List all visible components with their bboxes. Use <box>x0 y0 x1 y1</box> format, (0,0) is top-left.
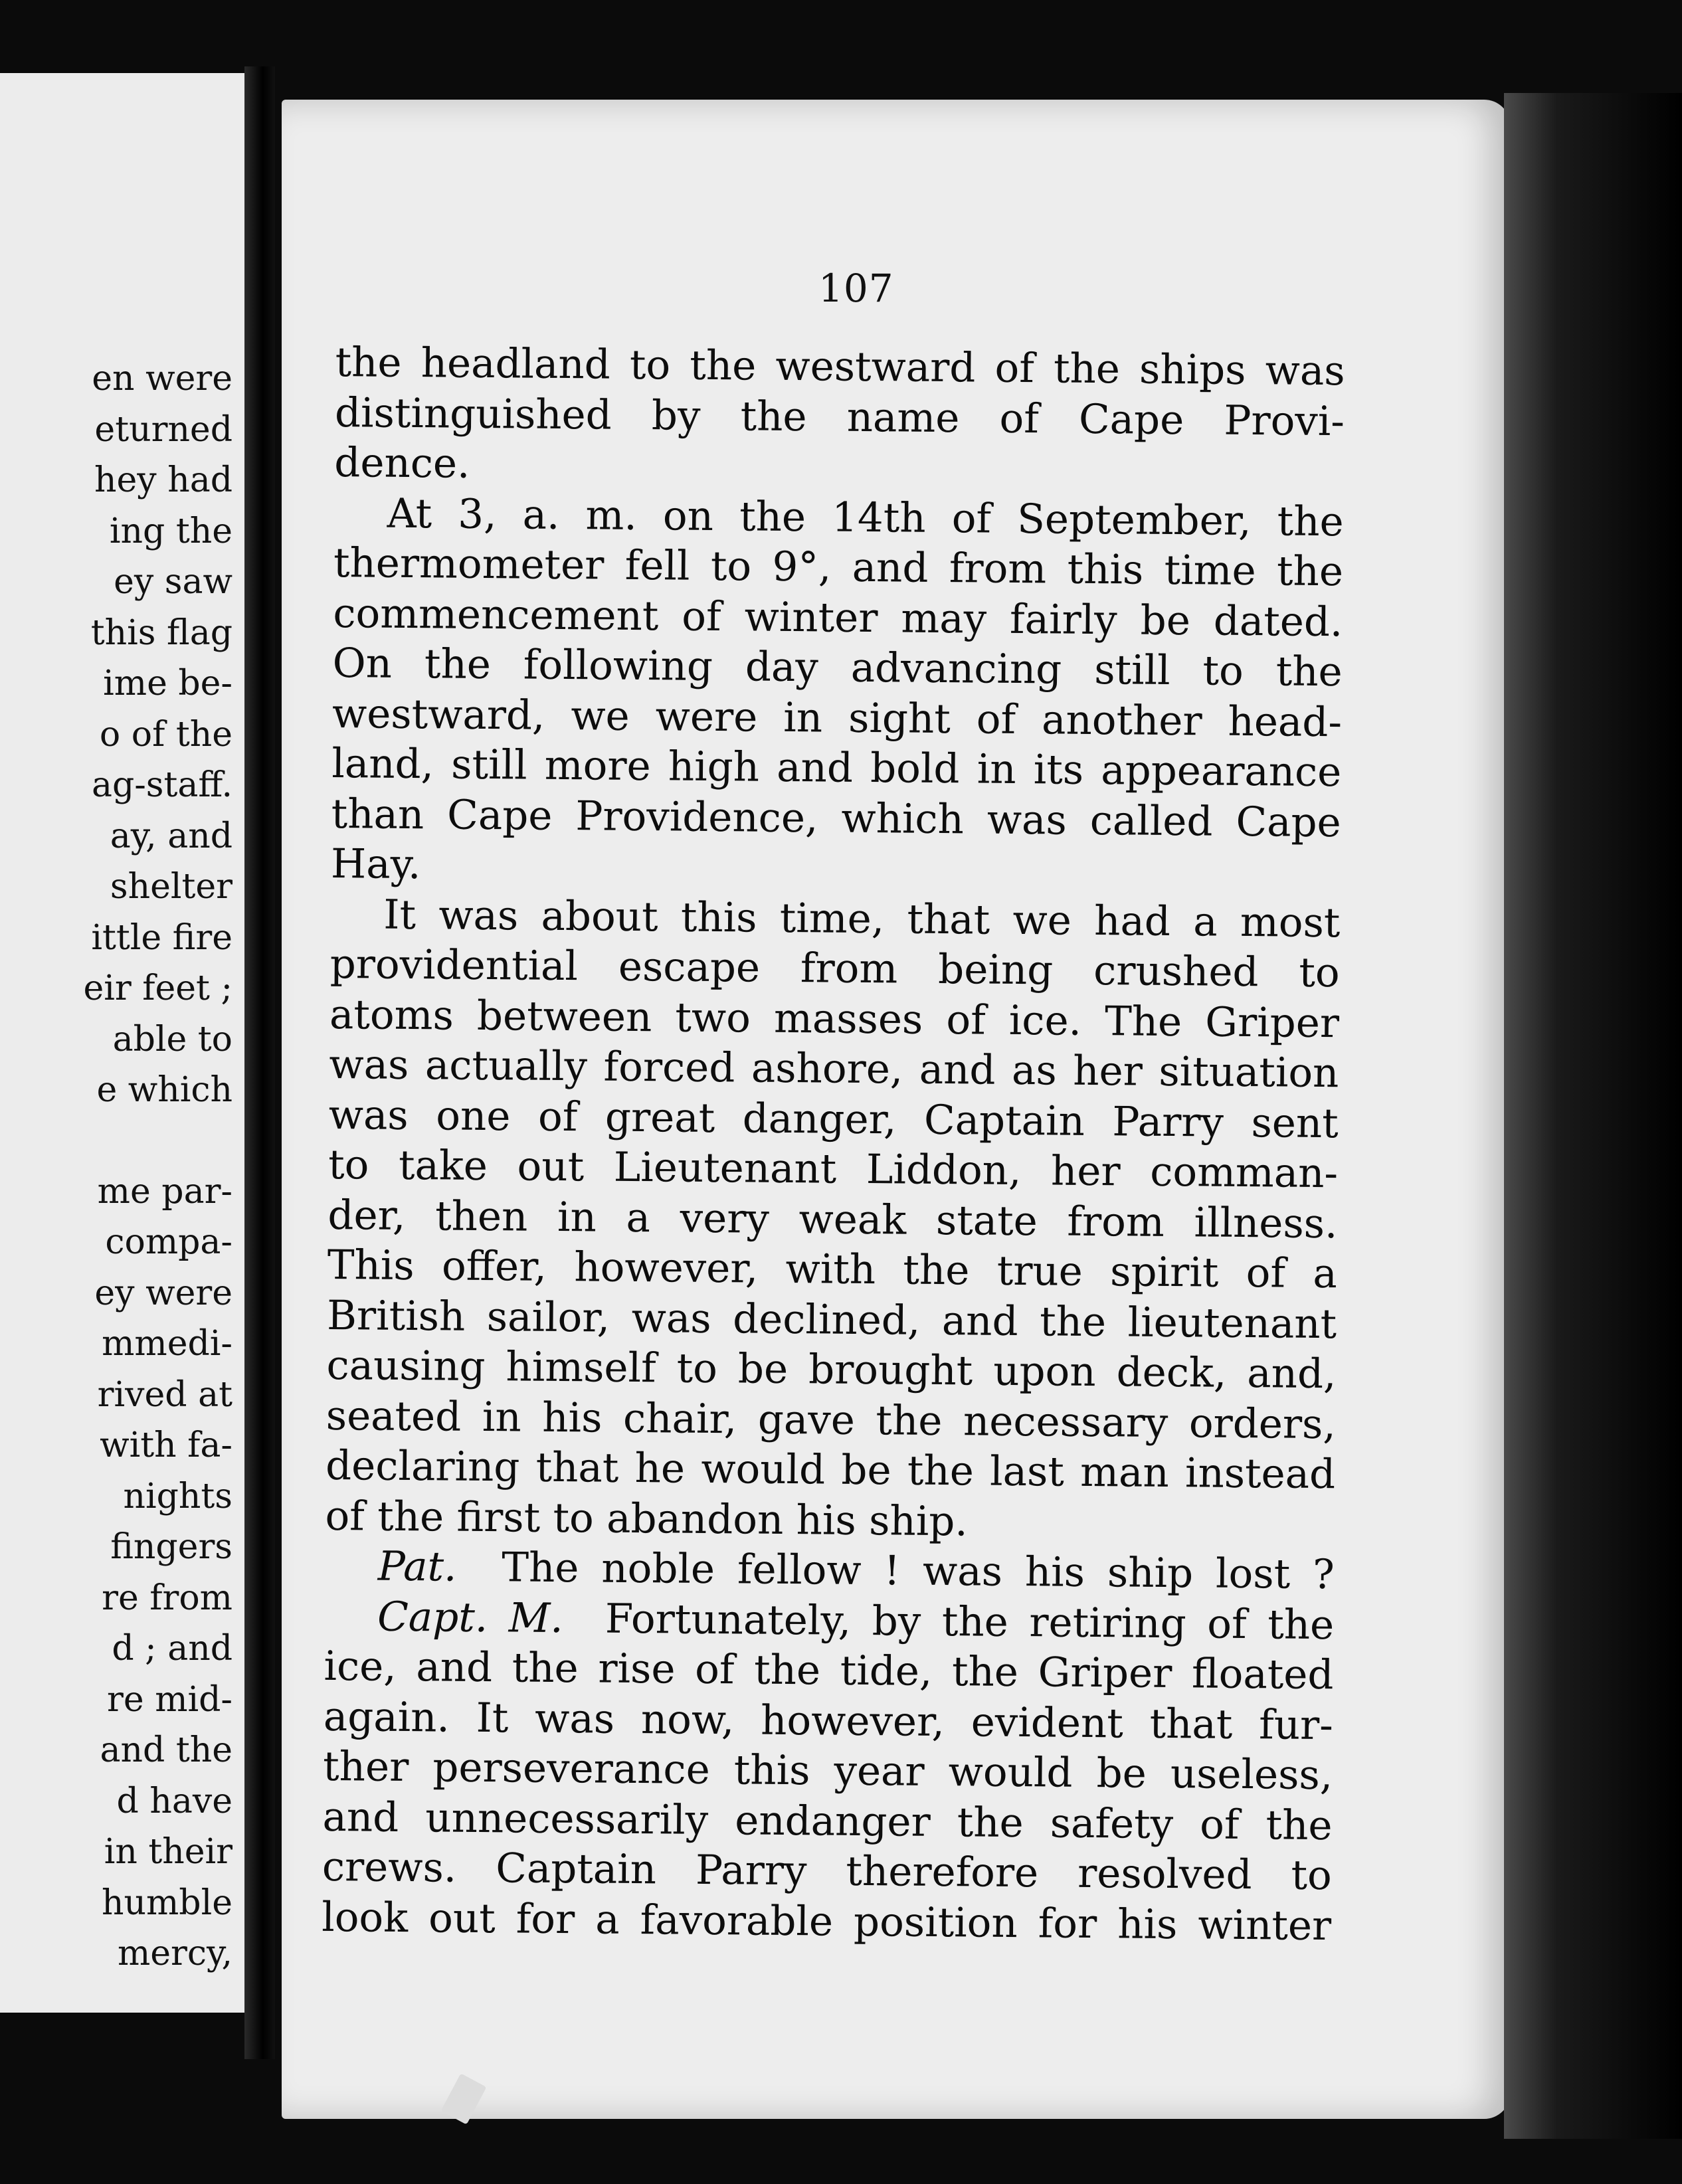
left-line: eturned <box>94 409 233 450</box>
left-line: mercy, <box>117 1934 233 1973</box>
dialogue-text: Fortunately, by the retiring of the <box>605 1595 1335 1649</box>
text-line: This offer, however, with the true spirit of a <box>327 1241 1338 1298</box>
book-gutter <box>244 66 275 2059</box>
left-line: ey saw <box>114 562 233 602</box>
text-line: It was about this time, that we had a most <box>383 891 1341 947</box>
left-line: e which <box>96 1070 233 1110</box>
text-line: dence. <box>334 438 470 488</box>
left-line: able to <box>112 1019 233 1059</box>
text-line: thermometer fell to 9°, and from this time the <box>333 539 1344 596</box>
left-line: and the <box>100 1730 233 1770</box>
left-line: humble <box>102 1882 233 1923</box>
left-line: re mid- <box>107 1679 233 1720</box>
text-line: declaring that he would be the last man instead <box>325 1441 1336 1499</box>
speaker-label: Capt. M. <box>377 1593 563 1642</box>
left-line: nights <box>123 1476 233 1516</box>
text-line: westward, we were in sight of another head- <box>331 689 1343 746</box>
text-line: At 3, a. m. on the 14th of September, the <box>387 490 1344 545</box>
text-line: providential escape from being crushed to <box>329 940 1341 997</box>
text-line: of the first to abandon his ship. <box>325 1492 969 1545</box>
text-line: der, then in a very weak state from illness. <box>327 1191 1338 1247</box>
left-line: fingers <box>110 1527 233 1567</box>
left-line: ing the <box>109 511 233 551</box>
left-line: this flag <box>90 612 233 653</box>
page-body <box>322 337 1345 1951</box>
text-line: distinguished by the name of Cape Provi- <box>334 389 1345 445</box>
text-line: to take out Lieutenant Liddon, her comman- <box>327 1140 1339 1198</box>
left-line: hey had <box>94 460 233 500</box>
text-line: commencement of winter may fairly be dated. <box>333 589 1343 646</box>
dialogue-line <box>324 1591 1335 1650</box>
speaker-label: Pat. <box>377 1542 457 1591</box>
left-line: ag-staff. <box>91 765 233 805</box>
left-page-text <box>0 353 233 1979</box>
text-line: seated in his chair, gave the necessary orders, <box>326 1392 1337 1448</box>
left-line: in their <box>104 1832 233 1872</box>
text-line: causing himself to be brought upon deck, and, <box>326 1341 1337 1398</box>
text-line: was one of great danger, Captain Parry sent <box>328 1091 1339 1147</box>
text-line: atoms between two masses of ice. The Griper <box>329 990 1340 1047</box>
text-line: land, still more high and bold in its appearance <box>331 739 1342 796</box>
text-line: ther perseverance this year would be useless, <box>322 1742 1333 1799</box>
left-line: ey were <box>94 1273 233 1313</box>
left-line: compa- <box>105 1222 233 1262</box>
text-line: crews. Captain Parry therefore resolved to <box>322 1843 1333 1900</box>
left-line: en were <box>92 359 233 399</box>
dialogue-line <box>325 1541 1335 1600</box>
left-line: d ; and <box>112 1629 233 1669</box>
left-gap <box>0 1116 233 1166</box>
left-page <box>0 73 244 2013</box>
left-line: ittle fire <box>91 917 233 958</box>
text-line: look out for a favorable position for his winter <box>321 1893 1332 1950</box>
text-line: the headland to the westward of the ships was <box>335 338 1345 395</box>
left-line: mmedi- <box>102 1324 233 1364</box>
left-line: re from <box>102 1578 233 1618</box>
page-number: 107 <box>818 266 894 311</box>
text-line: ice, and the rise of the tide, the Griper floated <box>324 1642 1334 1699</box>
dialogue-text: The noble fellow ! was his ship lost ? <box>502 1544 1335 1599</box>
left-line: ime be- <box>103 664 233 703</box>
left-line: with fa- <box>100 1425 233 1465</box>
book-edge-binding <box>1504 93 1682 2139</box>
text-line: Hay. <box>330 840 421 889</box>
left-line: me par- <box>97 1171 233 1212</box>
text-line: On the following day advancing still to the <box>332 639 1343 696</box>
left-line: eir feet ; <box>83 968 233 1008</box>
left-line: ay, and <box>110 816 233 856</box>
left-line: shelter <box>110 867 233 907</box>
text-line: British sailor, was declined, and the lieutenant <box>326 1291 1337 1348</box>
text-line: and unnecessarily endanger the safety of the <box>322 1793 1333 1849</box>
left-line: d have <box>116 1781 233 1821</box>
left-line: rived at <box>97 1374 233 1415</box>
text-line: was actually forced ashore, and as her situation <box>329 1040 1339 1097</box>
left-line: o of the <box>99 714 233 755</box>
text-line: again. It was now, however, evident that fur- <box>323 1692 1334 1749</box>
text-line: than Cape Providence, which was called Cape <box>331 790 1341 846</box>
